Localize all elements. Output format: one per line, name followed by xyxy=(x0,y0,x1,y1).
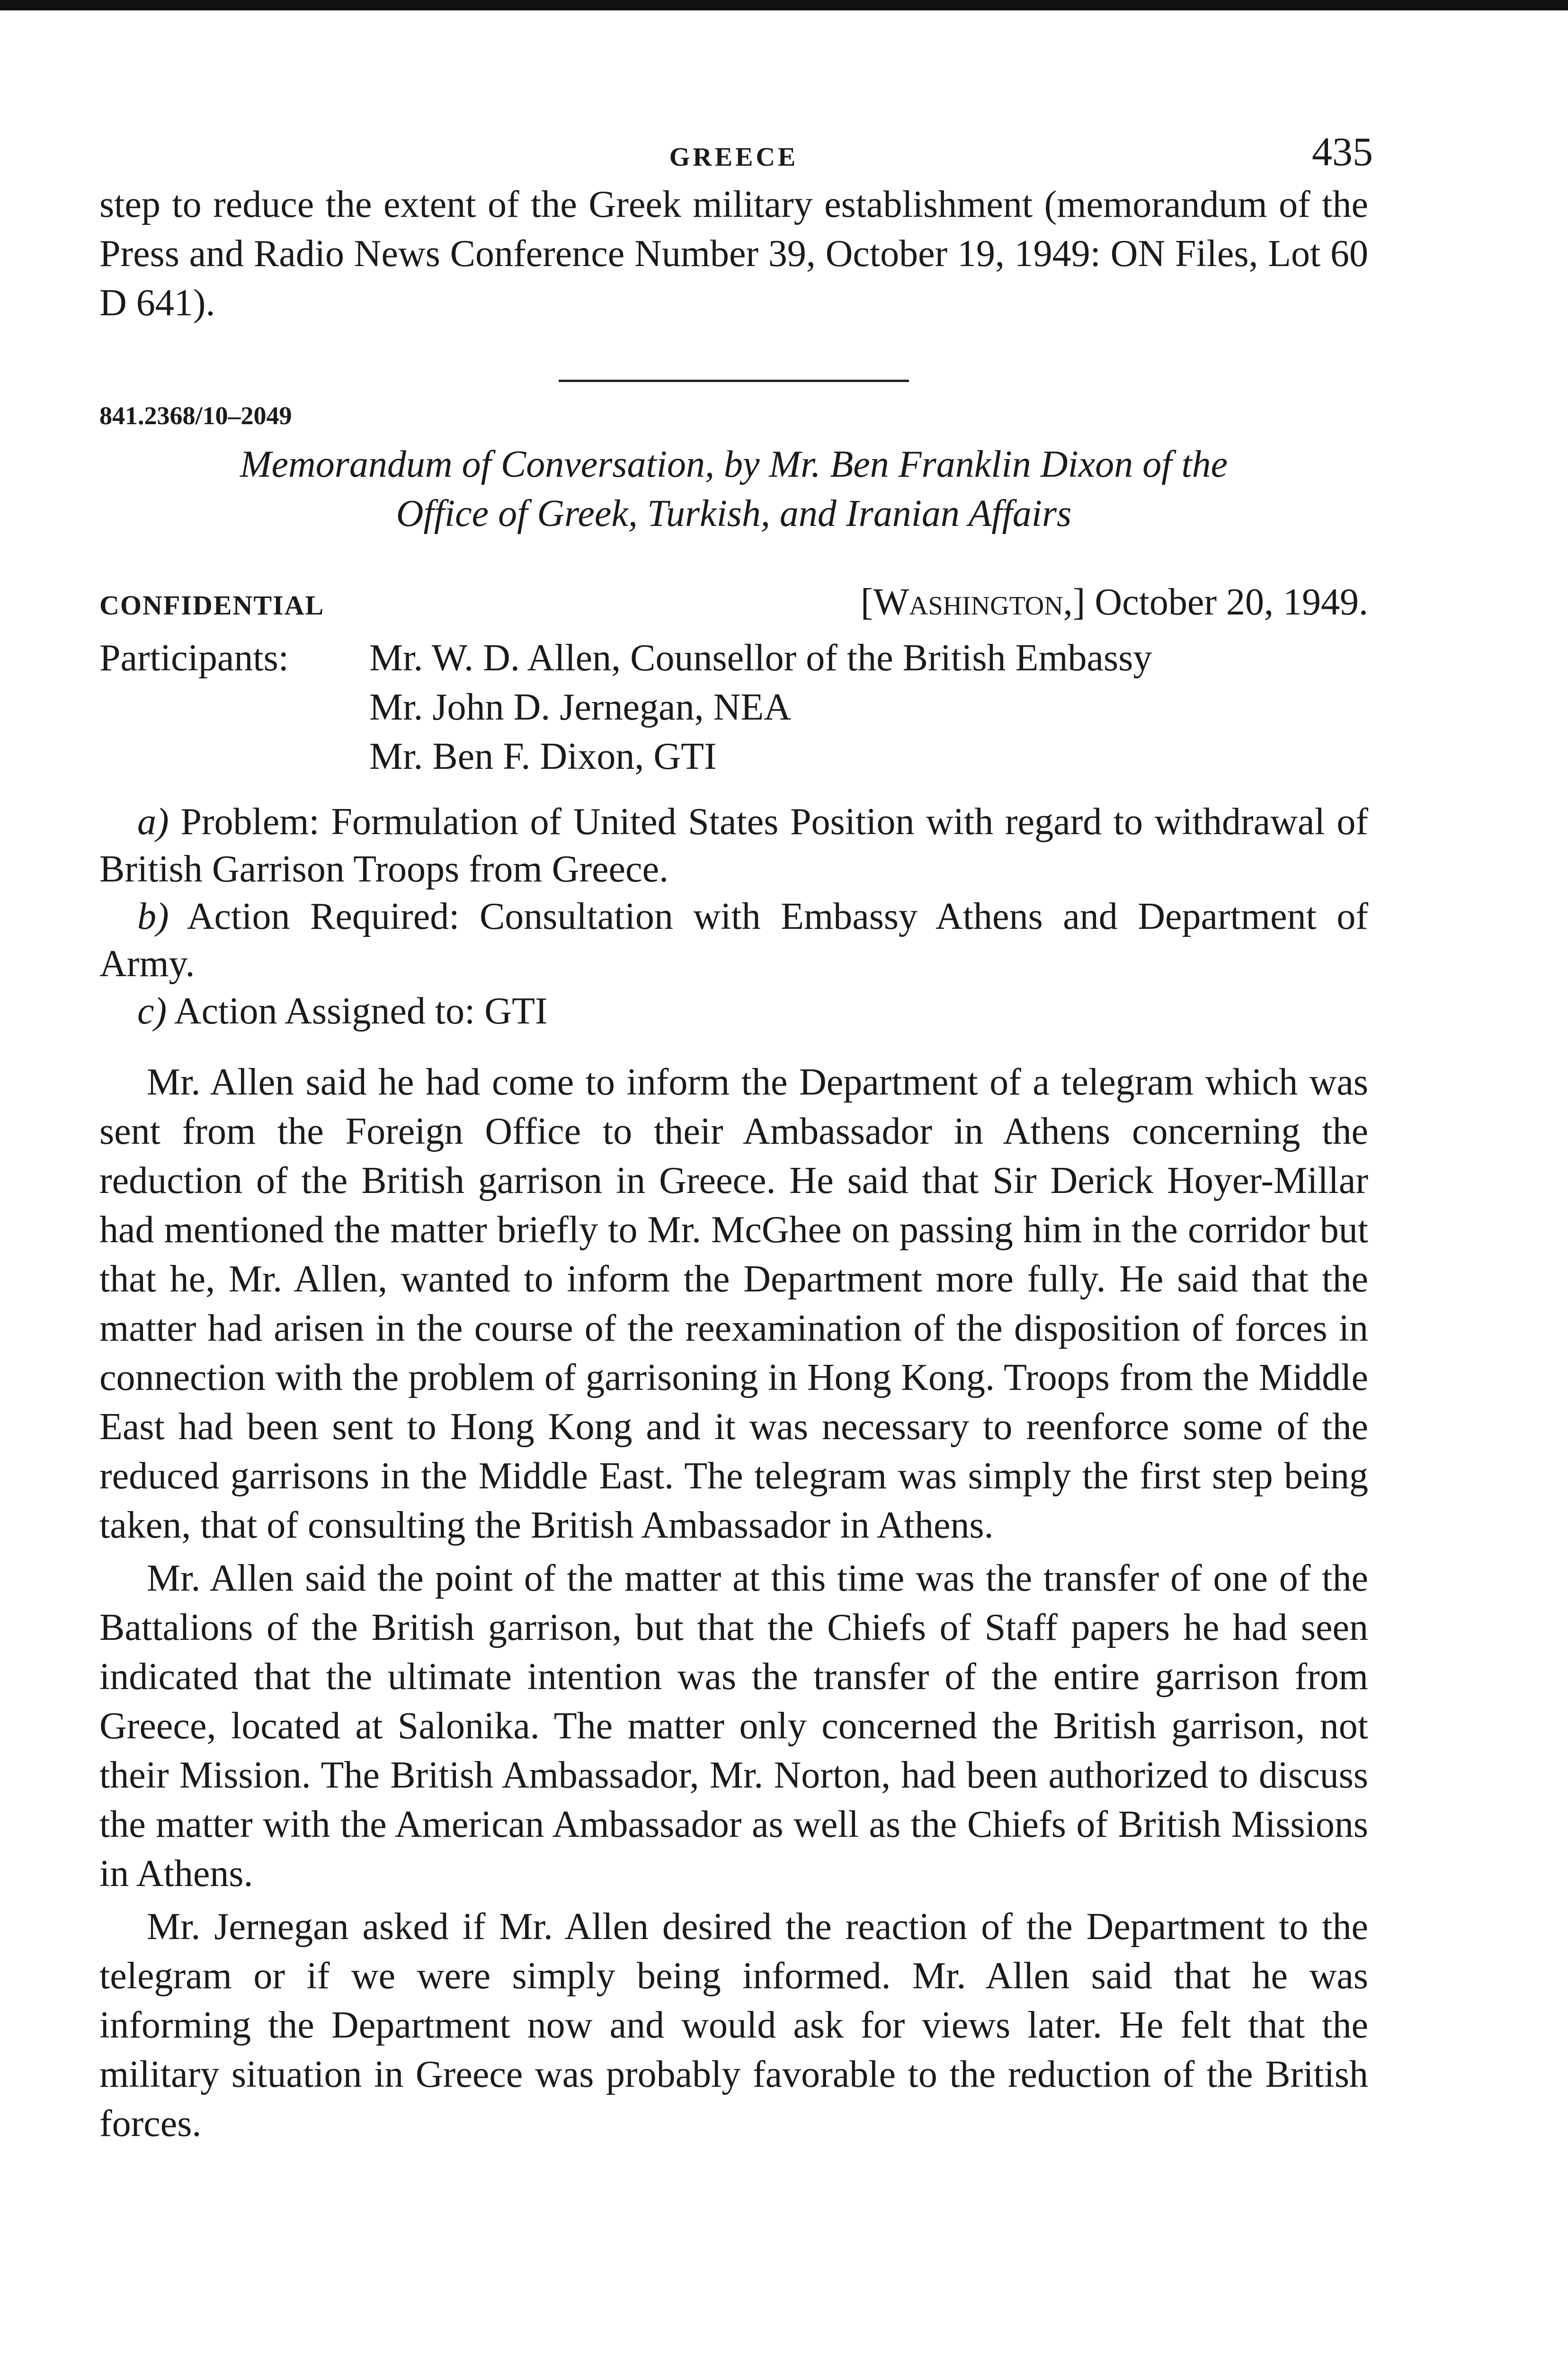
item-letter: b) xyxy=(137,896,169,937)
document-title xyxy=(99,440,1368,538)
action-item-c xyxy=(99,988,1368,1035)
item-letter: c) xyxy=(137,990,167,1032)
section-divider xyxy=(559,380,909,382)
body-paragraph: Mr. Allen said he had come to inform the Department of a telegram which was sent from the Foreign Office to their Ambassador in Athens concerning the reduction of the British garrison in Greece. He said that Sir Derick Hoyer-Millar had mentioned the matter briefly to Mr. McGhee on passing him in the corridor but that he, Mr. Allen, wanted to inform the Department more fully. He said that the matter had arisen in the course of the reexamination of the disposition of forces in connection with the problem of garrisoning in Hong Kong. Troops from the Middle East had been sent to Hong Kong and it was necessary to reenforce some of the reduced garrisons in the Middle East. The telegram was simply the first step being taken, that of consulting the British Ambassador in Athens. xyxy=(99,1061,1368,1546)
document-title-line-2: Office of Greek, Turkish, and Iranian Affairs xyxy=(396,493,1072,534)
item-letter: a) xyxy=(137,801,169,843)
body-paragraph: Mr. Allen said the point of the matter at this time was the transfer of one of the Battalions of the British garrison, but that the Chiefs of Staff papers he had seen indicated that the ultimate intention was the transfer of the entire garrison from Greece, located at Salonika. The matter only concerned the British garrison, not their Mission. The British Ambassador, Mr. Norton, had been authorized to discuss the matter with the American Ambassador as well as the Chiefs of British Missions in Athens. xyxy=(99,1557,1368,1895)
classification-label: CONFIDENTIAL xyxy=(99,590,325,621)
place-date xyxy=(861,581,1368,624)
continuation-paragraph: step to reduce the extent of the Greek military establishment (memorandum of the Press and Radio News Conference Number 39, October 19, 1949: ON Files, Lot 60 D 641). xyxy=(99,184,1368,324)
participants-label: Participants: xyxy=(99,637,289,679)
item-text: Action Assigned to: GTI xyxy=(174,990,548,1032)
item-text: Action Required: Consultation with Embassy Athens and Department of Army. xyxy=(99,896,1368,985)
running-title: GREECE xyxy=(669,142,799,172)
item-text: Problem: Formulation of United States Position with regard to withdrawal of British Garrison Troops from Greece. xyxy=(99,801,1369,890)
page-number: 435 xyxy=(1312,129,1373,174)
running-head xyxy=(99,118,1373,175)
body-paragraph: Mr. Jernegan asked if Mr. Allen desired the reaction of the Department to the telegram or if we were simply being informed. Mr. Allen said that he was informing the Department now and would ask for views later. He felt that the military situation in Greece was probably favorable to the reduction of the British forces. xyxy=(99,1906,1368,2145)
top-edge-rule xyxy=(0,0,1568,10)
action-item-a xyxy=(99,798,1368,893)
participant: Mr. Ben F. Dixon, GTI xyxy=(369,736,717,777)
participant: Mr. W. D. Allen, Counsellor of the British Embassy xyxy=(369,637,1152,679)
action-items xyxy=(99,798,1368,1035)
action-item-b xyxy=(99,893,1368,988)
classification-row xyxy=(99,581,1368,624)
participants-list xyxy=(369,633,1152,781)
document-page xyxy=(99,118,1373,2148)
date: October 20, 1949. xyxy=(1095,581,1368,623)
document-title-line-1: Memorandum of Conversation, by Mr. Ben Franklin Dixon of the xyxy=(240,444,1228,485)
place: [Washington,] xyxy=(860,581,1086,623)
file-number: 841.2368/10–2049 xyxy=(99,401,292,430)
participant: Mr. John D. Jernegan, NEA xyxy=(369,686,791,728)
participants-block xyxy=(99,633,1368,781)
